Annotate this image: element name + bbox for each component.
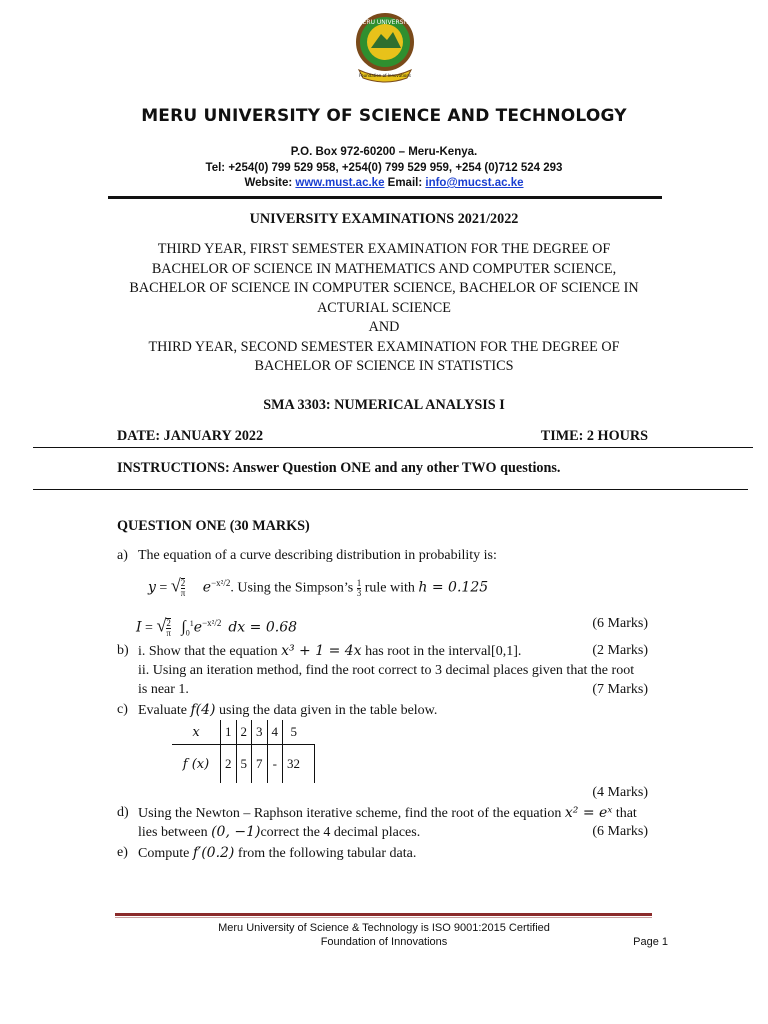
desc-line: THIRD YEAR, SECOND SEMESTER EXAMINATION FOR THE DEGREE OF <box>148 338 620 355</box>
telephone: Tel: +254(0) 799 529 958, +254(0) 799 529 959, +254 (0)712 524 293 <box>205 162 563 174</box>
table-row <box>172 720 315 745</box>
data-table <box>172 720 315 783</box>
footer-rule-shadow <box>115 917 652 918</box>
table-cell: 5 <box>236 745 252 784</box>
table-cell: 3 <box>252 720 268 745</box>
step-size: h = 0.125 <box>418 579 489 596</box>
part-a-equation-1: y = √ $\frac{2}{\pi}$ $e^{-x^2/2}$. Using the Simpson’s $\frac{1}{3}$ rule with h = 0.125 <box>148 575 489 599</box>
table-cell: - <box>267 745 283 784</box>
part-d-label: d) <box>117 805 129 820</box>
footer-certification: Meru University of Science & Technology is ISO 9001:2015 Certified <box>218 922 550 934</box>
part-b-ii-line2: is near 1. <box>138 682 189 697</box>
desc-line: BACHELOR OF SCIENCE IN MATHEMATICS AND COMPUTER SCIENCE, <box>151 260 617 277</box>
part-b-ii-line1: ii. Using an iteration method, find the root correct to 3 decimal places given that the root <box>138 663 635 678</box>
part-d-tail: that <box>612 806 637 821</box>
desc-line: AND <box>368 319 400 335</box>
part-e-text <box>138 845 416 862</box>
desc-line: ACTURIAL SCIENCE <box>317 299 451 316</box>
part-b-label: b) <box>117 643 129 658</box>
exam-time: TIME: 2 HOURS <box>540 428 648 444</box>
desc-line: BACHELOR OF SCIENCE IN STATISTICS <box>254 358 514 374</box>
integral-result: dx = 0.68 <box>228 619 298 636</box>
rule-text: rule with <box>361 580 419 596</box>
table-cell: 2 <box>236 720 252 745</box>
footer-rule <box>115 913 652 916</box>
table-cell: 4 <box>267 720 283 745</box>
exam-date: DATE: JANUARY 2022 <box>117 428 264 444</box>
logo-motto: Foundation of Innovations <box>359 73 411 78</box>
part-b-i <box>138 643 521 660</box>
table-cell: 1 <box>221 720 237 745</box>
part-c-post: using the data given in the table below. <box>215 703 438 718</box>
table-cell: 5 <box>283 720 315 745</box>
part-e-post: from the following tabular data. <box>234 846 417 861</box>
table-cell: 32 <box>283 745 315 784</box>
divider <box>33 447 753 448</box>
table-row <box>172 745 315 784</box>
question-one-heading: QUESTION ONE (30 MARKS) <box>117 518 310 534</box>
part-c-label: c) <box>117 702 128 717</box>
part-b-i-equation: x³ + 1 = 4x <box>281 643 362 659</box>
part-b-ii-marks: (7 Marks) <box>592 682 648 697</box>
email-label: Email: <box>384 177 426 189</box>
part-d-marks: (6 Marks) <box>592 824 648 839</box>
part-c-equation: f(4) <box>190 702 216 718</box>
part-c-pre: Evaluate <box>138 703 191 718</box>
page-number: Page 1 <box>633 936 668 948</box>
website-link[interactable]: www.must.ac.ke <box>295 177 385 189</box>
email-link[interactable]: info@mucst.ac.ke <box>425 177 524 189</box>
part-c-text <box>138 702 437 719</box>
header-divider <box>108 196 662 199</box>
simpson-text: . Using the Simpson’s <box>230 580 354 596</box>
part-a-text: The equation of a curve describing distribution in probability is: <box>138 548 497 563</box>
part-d-pre: lies between <box>138 825 212 840</box>
part-a-marks: (6 Marks) <box>592 616 648 631</box>
logo-text: MERU UNIVERSITY <box>357 19 413 26</box>
table-cell: 7 <box>252 745 268 784</box>
part-d-text: Using the Newton – Raphson iterative scheme, find the root of the equation <box>138 806 565 821</box>
part-a-label: a) <box>117 548 128 563</box>
part-d-line2 <box>138 824 420 841</box>
part-c-marks: (4 Marks) <box>592 785 648 800</box>
university-name: MERU UNIVERSITY OF SCIENCE AND TECHNOLOGY <box>141 106 627 126</box>
part-b-i-text: i. Show that the equation <box>138 644 282 659</box>
part-d-equation: x² = eˣ <box>564 805 613 821</box>
footer-motto: Foundation of Innovations <box>320 936 448 948</box>
exam-title: UNIVERSITY EXAMINATIONS 2021/2022 <box>249 211 519 227</box>
part-d-post: correct the 4 decimal places. <box>260 825 421 840</box>
table-header-cell: x <box>192 724 200 740</box>
desc-line: THIRD YEAR, FIRST SEMESTER EXAMINATION FOR THE DEGREE OF <box>157 241 611 257</box>
exam-description <box>0 240 768 377</box>
part-e-pre: Compute <box>138 846 193 861</box>
part-b-i-marks: (2 Marks) <box>592 643 648 658</box>
part-e-equation: f′(0.2) <box>192 845 235 861</box>
table-header-cell: f (x) <box>172 745 221 784</box>
table-cell: 2 <box>221 745 237 784</box>
part-d-interval: (0, −1) <box>211 824 261 840</box>
part-b-i-interval: has root in the interval[0,1]. <box>361 644 522 659</box>
course-code: SMA 3303: NUMERICAL ANALYSIS I <box>263 397 505 413</box>
website-label: Website: <box>244 177 296 189</box>
part-a-equation-2: I = √ $\frac{2}{\pi}$ $\int_0^1e^{-x^2/2}$ dx = 0.68 <box>136 615 298 639</box>
desc-line: BACHELOR OF SCIENCE IN COMPUTER SCIENCE, BACHELOR OF SCIENCE IN <box>129 280 639 296</box>
po-box: P.O. Box 972-60200 – Meru-Kenya. <box>290 146 478 158</box>
instructions: INSTRUCTIONS: Answer Question ONE and any other TWO questions. <box>117 460 561 476</box>
university-logo <box>345 10 425 84</box>
part-d-line1 <box>138 805 637 822</box>
web-email-line <box>0 177 768 189</box>
divider <box>33 489 748 490</box>
part-e-label: e) <box>117 845 128 860</box>
